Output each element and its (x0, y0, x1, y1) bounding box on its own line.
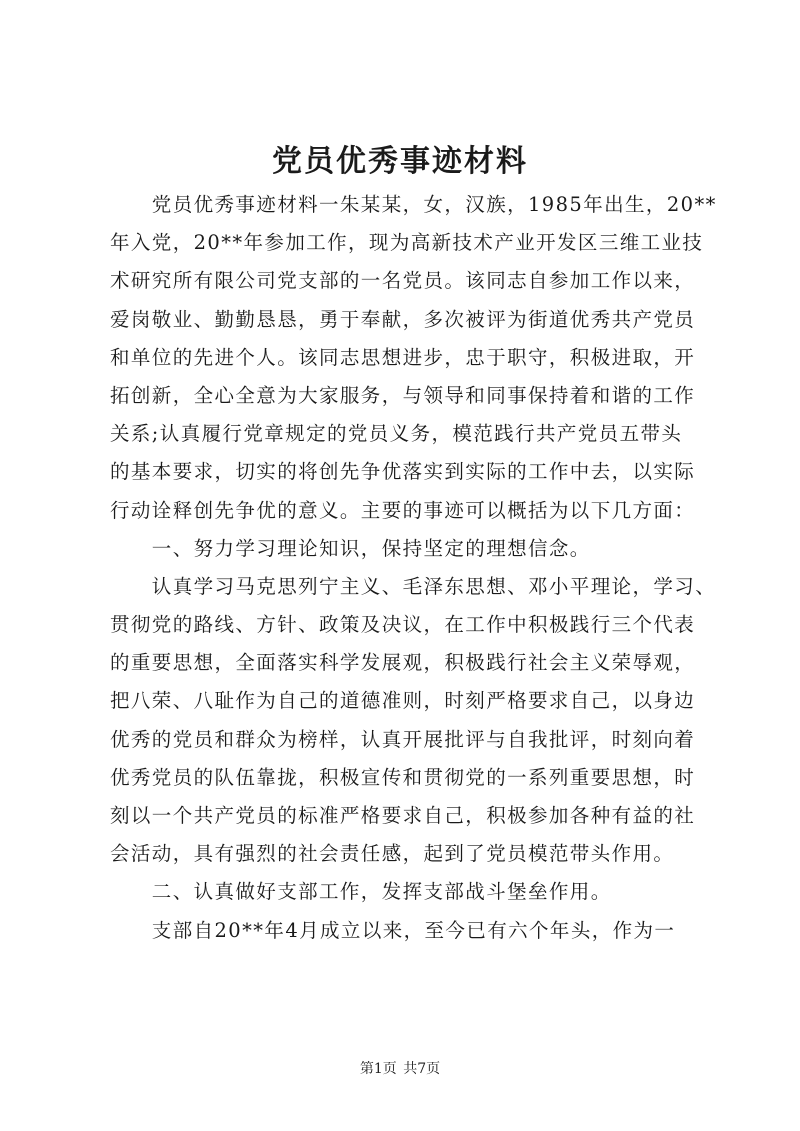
page-footer (0, 1058, 800, 1078)
body-line: 和单位的先进个人。该同志思想进步，忠于职守，积极进取，开 (110, 345, 696, 369)
document-title: 党员优秀事迹材料 (272, 144, 528, 179)
body-line: 刻以一个共产党员的标准严格要求自己，积极参加各种有益的社 (110, 804, 696, 827)
body-line: 支部自20**年4月成立以来，至今已有六个年头，作为一 (110, 918, 676, 942)
body-line: 优秀的党员和群众为榜样，认真开展批评与自我批评，时刻向着 (110, 727, 696, 751)
body-line: 优秀党员的队伍靠拢，积极宣传和贯彻党的一系列重要思想，时 (110, 765, 696, 789)
body-line: 行动诠释创先争优的意义。主要的事迹可以概括为以下几方面： (110, 498, 696, 522)
body-line: 会活动，具有强烈的社会责任感，起到了党员模范带头作用。 (110, 842, 675, 866)
body-line: 的基本要求，切实的将创先争优落实到实际的工作中去，以实际 (110, 460, 696, 484)
body-line: 党员优秀事迹材料一朱某某，女，汉族，1985年出生，20** (110, 193, 717, 216)
page-total: 共7页 (403, 1061, 441, 1077)
document-body (110, 186, 718, 950)
page-number: 第1页 (359, 1061, 397, 1077)
body-line: 拓创新，全心全意为大家服务，与领导和同事保持着和谐的工作 (110, 383, 696, 407)
body-line: 术研究所有限公司党支部的一名党员。该同志自参加工作以来， (110, 269, 696, 293)
body-line: 认真学习马克思列宁主义、毛泽东思想、邓小平理论，学习、 (110, 574, 717, 598)
body-line: 关系;认真履行党章规定的党员义务，模范践行共产党员五带头 (110, 422, 683, 446)
body-line: 把八荣、八耻作为自己的道德准则，时刻严格要求自己，以身边 (110, 689, 696, 713)
body-line: 年入党，20**年参加工作，现为高新技术产业开发区三维工业技 (110, 231, 704, 255)
body-line: 爱岗敬业、勤勤恳恳，勇于奉献，多次被评为街道优秀共产党员 (110, 307, 696, 331)
section-heading-1: 一、努力学习理论知识，保持坚定的理想信念。 (110, 536, 591, 560)
section-heading-2: 二、认真做好支部工作，发挥支部战斗堡垒作用。 (110, 880, 612, 904)
body-line: 贯彻党的路线、方针、政策及决议，在工作中积极践行三个代表 (110, 613, 696, 637)
body-line: 的重要思想，全面落实科学发展观，积极践行社会主义荣辱观， (110, 651, 696, 675)
